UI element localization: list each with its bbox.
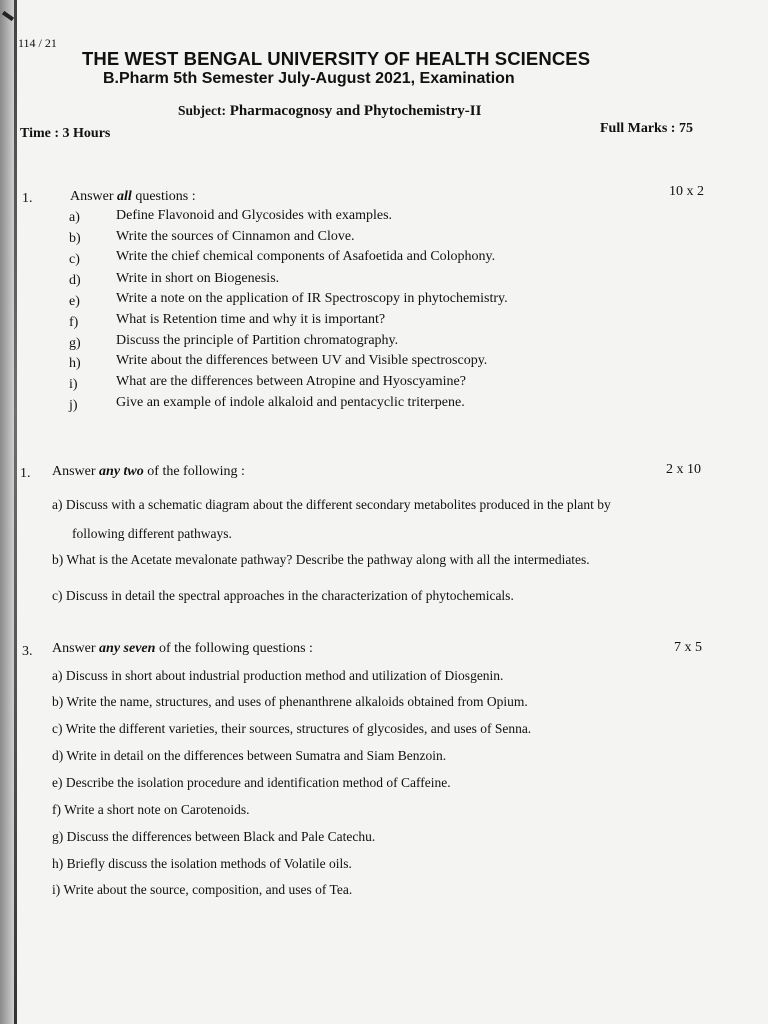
q3-item: f) Write a short note on Carotenoids. [52, 802, 250, 817]
time-allowed: Time : 3 Hours [20, 126, 111, 141]
q1-item-text: Write the chief chemical components of Asafoetida and Colophony. [116, 249, 496, 264]
q2-item: a) Discuss with a schematic diagram about the different secondary metabolites produced in the plant by [52, 497, 611, 512]
q3-item: g) Discuss the differences between Black and Pale Catechu. [52, 829, 376, 844]
q3-item: d) Write in detail on the differences between Sumatra and Siam Benzoin. [52, 748, 447, 763]
q2-item-continued: following different pathways. [72, 526, 232, 541]
q1-item-text: Write in short on Biogenesis. [116, 271, 280, 286]
q1-item-letter: g) [69, 336, 81, 351]
q3-emphasis: any seven [99, 641, 156, 656]
q1-item-text: Write a note on the application of IR Spectroscopy in phytochemistry. [116, 291, 508, 306]
q1-item-text: What is Retention time and why it is important? [116, 312, 386, 327]
q1-marks: 10 x 2 [669, 184, 704, 199]
q2-item: c) Discuss in detail the spectral approaches in the characterization of phytochemicals. [52, 588, 514, 603]
subject-name: Pharmacognosy and Phytochemistry-II [229, 103, 482, 119]
subject-label: Subject: [178, 103, 226, 118]
q1-item-text: Give an example of indole alkaloid and pentacyclic triterpene. [116, 395, 465, 410]
q1-item-letter: d) [69, 273, 81, 288]
q1-item-letter: b) [69, 231, 81, 246]
q1-instruction [70, 189, 196, 205]
q3-instruction [52, 641, 313, 657]
q3-item: c) Write the different varieties, their sources, structures of glycosides, and uses of Senna. [52, 721, 532, 736]
q2-marks: 2 x 10 [666, 462, 701, 477]
q2-number: 1. [20, 466, 31, 481]
q1-item-text: Write about the differences between UV and Visible spectroscopy. [116, 353, 488, 368]
q2-prefix: Answer [52, 464, 100, 479]
q3-item: e) Describe the isolation procedure and identification method of Caffeine. [52, 775, 451, 790]
q1-item-text: Discuss the principle of Partition chromatography. [116, 333, 399, 348]
q1-item-text: What are the differences between Atropine and Hyoscyamine? [116, 374, 466, 389]
q3-item: a) Discuss in short about industrial production method and utilization of Diosgenin. [52, 668, 504, 683]
q1-prefix: Answer [70, 189, 118, 204]
q3-suffix: of the following questions : [155, 641, 313, 656]
q1-item-letter: i) [69, 377, 78, 392]
page-edge-shadow [0, 0, 14, 1024]
q1-suffix: questions : [131, 189, 196, 204]
full-marks: Full Marks : 75 [600, 121, 693, 136]
university-title: THE WEST BENGAL UNIVERSITY OF HEALTH SCIENCES [82, 48, 591, 69]
q3-marks: 7 x 5 [674, 640, 702, 655]
q2-instruction [52, 464, 245, 480]
q3-item: h) Briefly discuss the isolation methods of Volatile oils. [52, 856, 352, 871]
q3-prefix: Answer [52, 641, 100, 656]
q1-item-letter: e) [69, 294, 80, 309]
q1-item-letter: j) [69, 398, 78, 413]
q1-item-letter: f) [69, 315, 79, 330]
q1-item-text: Define Flavonoid and Glycosides with examples. [116, 208, 393, 223]
exam-title: B.Pharm 5th Semester July-August 2021, Examination [103, 70, 515, 87]
q1-item-letter: h) [69, 356, 81, 371]
q3-item: b) Write the name, structures, and uses of phenanthrene alkaloids obtained from Opium. [52, 694, 528, 709]
q1-emphasis: all [117, 189, 132, 204]
q3-item: i) Write about the source, composition, and uses of Tea. [52, 882, 353, 897]
page-edge-line [14, 0, 17, 1024]
subject-line [178, 103, 481, 120]
q1-item-letter: c) [69, 252, 80, 267]
q3-number: 3. [22, 644, 33, 659]
q2-emphasis: any two [99, 464, 144, 479]
q1-item-letter: a) [69, 210, 80, 225]
q1-item-text: Write the sources of Cinnamon and Clove. [116, 229, 355, 244]
paper-code: 114 / 21 [18, 36, 57, 50]
q1-number: 1. [22, 191, 33, 206]
q2-item: b) What is the Acetate mevalonate pathway? Describe the pathway along with all the intermediates. [52, 552, 590, 567]
q2-suffix: of the following : [143, 464, 245, 479]
